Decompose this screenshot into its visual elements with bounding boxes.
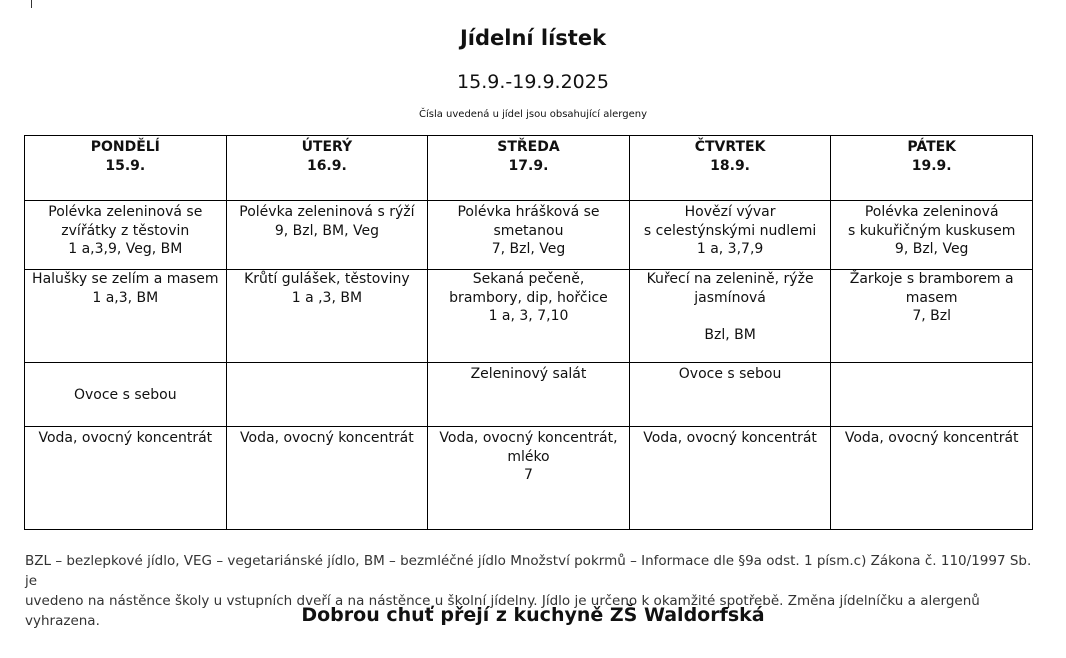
main-course-cell <box>831 270 1033 363</box>
main-course-line: Sekaná pečeně, <box>472 271 585 287</box>
side-cell <box>629 363 831 427</box>
day-header <box>25 136 227 201</box>
side-item: Ovoce s sebou <box>73 387 177 404</box>
drink-line: Voda, ovocný koncentrát <box>240 430 414 446</box>
drink-line: Voda, ovocný koncentrát <box>643 430 817 446</box>
main-course-allergens: 7, Bzl <box>912 308 952 324</box>
legend-line: BZL – bezlepkové jídlo, VEG – vegetariánské jídlo, BM – bezmléčné jídlo Množství pokrmů – Informace dle §9a odst. 1 písm.c) Zákona č. 110/1997 Sb. je <box>25 553 1032 589</box>
day-date: 19.9. <box>911 157 952 174</box>
main-course-row <box>25 270 1033 363</box>
soup-allergens: 9, Bzl, Veg <box>894 241 969 257</box>
side-item: Ovoce s sebou <box>678 366 782 382</box>
side-cell-empty <box>226 363 428 427</box>
main-course-line: Halušky se zelím a masem <box>32 271 219 287</box>
date-range: 15.9.-19.9.2025 <box>457 71 609 93</box>
main-course-cell <box>428 270 630 363</box>
drink-line: mléko <box>507 448 550 465</box>
drink-row <box>25 427 1033 530</box>
day-name: PONDĚLÍ <box>90 139 160 155</box>
text-cursor-mark <box>31 0 32 8</box>
main-course-line: jasmínová <box>694 289 766 306</box>
soup-line: Polévka zeleninová s rýží <box>239 204 415 220</box>
drink-line: Voda, ovocný koncentrát <box>38 430 213 446</box>
soup-line: Polévka hrášková se <box>457 204 600 220</box>
blank-line <box>634 307 827 326</box>
drink-line: Voda, ovocný koncentrát <box>844 430 1019 446</box>
drink-cell <box>831 427 1033 530</box>
main-course-line: Krůtí gulášek, těstoviny <box>244 271 410 287</box>
day-date: 17.9. <box>508 157 549 174</box>
soup-allergens: 7, Bzl, Veg <box>491 241 566 257</box>
main-course-line: brambory, dip, hořčice <box>449 289 608 306</box>
day-date: 16.9. <box>306 157 347 174</box>
side-cell <box>428 363 630 427</box>
day-name: PÁTEK <box>907 139 957 155</box>
main-course-allergens: Bzl, BM <box>704 326 756 343</box>
main-course-allergens: 1 a ,3, BM <box>291 289 363 306</box>
allergen-note: Čísla uvedená u jídel jsou obsahující alergeny <box>418 109 647 120</box>
day-header <box>428 136 630 201</box>
soup-allergens: 9, Bzl, BM, Veg <box>274 222 379 239</box>
main-course-cell <box>226 270 428 363</box>
soup-cell <box>25 201 227 270</box>
day-header <box>629 136 831 201</box>
day-header <box>831 136 1033 201</box>
side-cell <box>25 363 227 427</box>
main-course-line: Kuřecí na zelenině, rýže <box>646 271 814 287</box>
main-course-cell <box>629 270 831 363</box>
drink-line: Voda, ovocný koncentrát, <box>439 430 618 446</box>
main-course-line: Žarkoje s bramborem a <box>849 271 1014 287</box>
drink-cell <box>226 427 428 530</box>
main-course-allergens: 1 a, 3, 7,10 <box>488 308 569 324</box>
soup-line: Hovězí vývar <box>684 204 776 220</box>
soup-line: zvířátky z těstovin <box>61 222 190 239</box>
soup-allergens: 1 a, 3,7,9 <box>696 241 764 257</box>
main-course-cell <box>25 270 227 363</box>
soup-row <box>25 201 1033 270</box>
soup-cell <box>831 201 1033 270</box>
day-name: STŘEDA <box>497 139 560 155</box>
main-course-line: masem <box>905 289 958 306</box>
soup-allergens: 1 a,3,9, Veg, BM <box>68 241 183 257</box>
soup-line: s kukuřičným kuskusem <box>848 222 1016 239</box>
drink-cell <box>629 427 831 530</box>
day-header <box>226 136 428 201</box>
soup-cell <box>226 201 428 270</box>
side-cell-empty <box>831 363 1033 427</box>
day-date: 18.9. <box>710 157 751 174</box>
day-name: ČTVRTEK <box>694 139 766 155</box>
legend-line: uvedeno na nástěnce školy u vstupních dveří a na nástěnce u školní jídelny. Jídlo je určeno k okamžité spotřebě. Změna jídelníčku a alergenů vyhrazena. <box>25 593 980 629</box>
drink-cell <box>428 427 630 530</box>
drink-cell <box>25 427 227 530</box>
soup-line: smetanou <box>493 222 564 239</box>
footer-greeting: Dobrou chuť přejí z kuchyně ZŠ Waldorfská <box>301 604 765 626</box>
main-course-allergens: 1 a,3, BM <box>92 289 159 306</box>
soup-line: s celestýnskými nudlemi <box>643 222 817 239</box>
soup-cell <box>428 201 630 270</box>
day-name: ÚTERÝ <box>301 139 353 155</box>
menu-table <box>24 135 1033 530</box>
day-date: 15.9. <box>105 157 146 174</box>
day-header-row <box>25 136 1033 201</box>
soup-line: Polévka zeleninová <box>864 204 999 220</box>
page-title: Jídelní lístek <box>459 26 607 50</box>
drink-allergens: 7 <box>524 467 533 483</box>
side-item: Zeleninový salát <box>470 366 587 382</box>
soup-line: Polévka zeleninová se <box>48 204 203 220</box>
side-row <box>25 363 1033 427</box>
soup-cell <box>629 201 831 270</box>
